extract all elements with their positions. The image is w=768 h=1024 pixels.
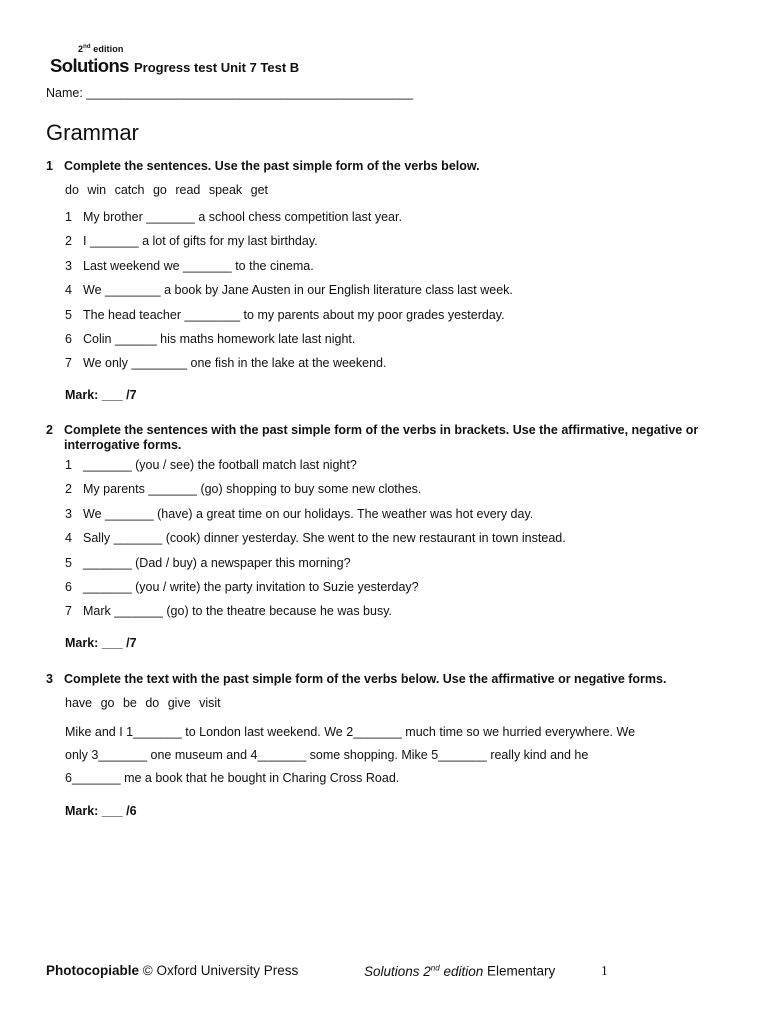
question-3-instruction: 3 Complete the text with the past simple form of the verbs below. Use the affirmative or negative forms.	[46, 672, 667, 686]
exercise-item[interactable]	[46, 303, 726, 327]
question-2-items	[46, 453, 726, 624]
question-2	[46, 423, 726, 650]
text-line[interactable]: 6_______ me a book that he bought in Charing Cross Road.	[65, 771, 400, 785]
item-number: 5	[65, 555, 72, 570]
item-text: Colin ______ his maths homework late last night.	[83, 331, 356, 346]
item-number: 4	[65, 531, 72, 546]
book-title: Solutions 2nd edition Elementary	[364, 963, 556, 979]
section-title: Grammar	[46, 120, 139, 145]
question-2-mark: Mark: ___ /7	[65, 635, 137, 650]
item-number: 1	[65, 458, 72, 472]
exercise-item[interactable]	[46, 477, 726, 501]
page-number: 1	[601, 963, 608, 978]
item-text: Mark _______ (go) to the theatre because he was busy.	[83, 604, 392, 619]
item-text: My brother _______ a school chess competition last year.	[83, 210, 402, 224]
question-3-text	[65, 721, 745, 790]
item-text: _______ (you / write) the party invitation to Suzie yesterday?	[83, 579, 419, 594]
item-number: 3	[65, 506, 72, 521]
photocopiable-label: Photocopiable	[46, 963, 140, 978]
item-text: Sally _______ (cook) dinner yesterday. She went to the new restaurant in town instead.	[83, 531, 566, 546]
question-3-mark: Mark: ___ /6	[65, 804, 137, 818]
exercise-item[interactable]	[46, 526, 726, 550]
item-text: We only ________ one fish in the lake at the weekend.	[83, 356, 387, 371]
exercise-item[interactable]	[46, 327, 726, 351]
item-text: My parents _______ (go) shopping to buy some new clothes.	[83, 482, 422, 497]
question-3-word-bank: have go be do give visit	[65, 696, 221, 710]
exercise-item[interactable]	[46, 229, 726, 253]
item-number: 5	[65, 307, 72, 322]
item-text: We ________ a book by Jane Austen in our English literature class last week.	[83, 283, 513, 298]
question-1-word-bank: do win catch go read speak get	[65, 183, 269, 197]
header	[48, 44, 448, 78]
item-text: The head teacher ________ to my parents about my poor grades yesterday.	[83, 307, 505, 322]
item-number: 2	[65, 482, 72, 497]
item-text: Last weekend we _______ to the cinema.	[83, 258, 314, 273]
question-1	[46, 159, 726, 402]
exercise-item[interactable]	[46, 351, 726, 375]
item-text: _______ (you / see) the football match last night?	[83, 458, 357, 472]
brand-logo-text: Solutions	[50, 55, 129, 76]
item-number: 7	[65, 604, 72, 619]
item-number: 4	[65, 283, 72, 298]
exercise-item[interactable]	[46, 575, 726, 599]
footer	[46, 963, 666, 978]
name-field[interactable]: Name: _______________________________________________	[46, 86, 414, 100]
item-text: I _______ a lot of gifts for my last birthday.	[83, 234, 318, 249]
item-number: 2	[65, 234, 72, 249]
text-line[interactable]: Mike and I 1_______ to London last weekend. We 2_______ much time so we hurried everywhere. We	[65, 725, 636, 739]
exercise-item[interactable]	[46, 453, 726, 477]
exercise-item[interactable]	[46, 551, 726, 575]
item-number: 6	[65, 579, 72, 594]
brand-edition-label: 2nd edition	[78, 44, 124, 54]
copyright-notice: © Oxford University Press	[142, 963, 299, 978]
question-1-mark: Mark: ___ /7	[65, 387, 137, 402]
item-number: 6	[65, 331, 72, 346]
question-1-instruction: 1 Complete the sentences. Use the past simple form of the verbs below.	[46, 159, 480, 173]
exercise-item[interactable]	[46, 205, 726, 229]
item-number: 7	[65, 356, 72, 371]
exercise-item[interactable]	[46, 502, 726, 526]
text-line[interactable]: only 3_______ one museum and 4_______ some shopping. Mike 5_______ really kind and he	[65, 748, 589, 762]
item-number: 1	[65, 210, 72, 224]
item-text: We _______ (have) a great time on our holidays. The weather was hot every day.	[83, 506, 534, 521]
question-2-instruction: 2 Complete the sentences with the past simple form of the verbs in brackets. Use the affirmative, negative or interrogative forms.	[46, 423, 699, 452]
question-1-items	[46, 205, 726, 376]
question-3	[46, 672, 726, 818]
item-number: 3	[65, 258, 72, 273]
item-text: _______ (Dad / buy) a newspaper this morning?	[83, 555, 351, 570]
exercise-item[interactable]	[46, 278, 726, 302]
exercise-item[interactable]	[46, 254, 726, 278]
exercise-item[interactable]	[46, 599, 726, 623]
test-title: Progress test Unit 7 Test B	[134, 60, 300, 75]
